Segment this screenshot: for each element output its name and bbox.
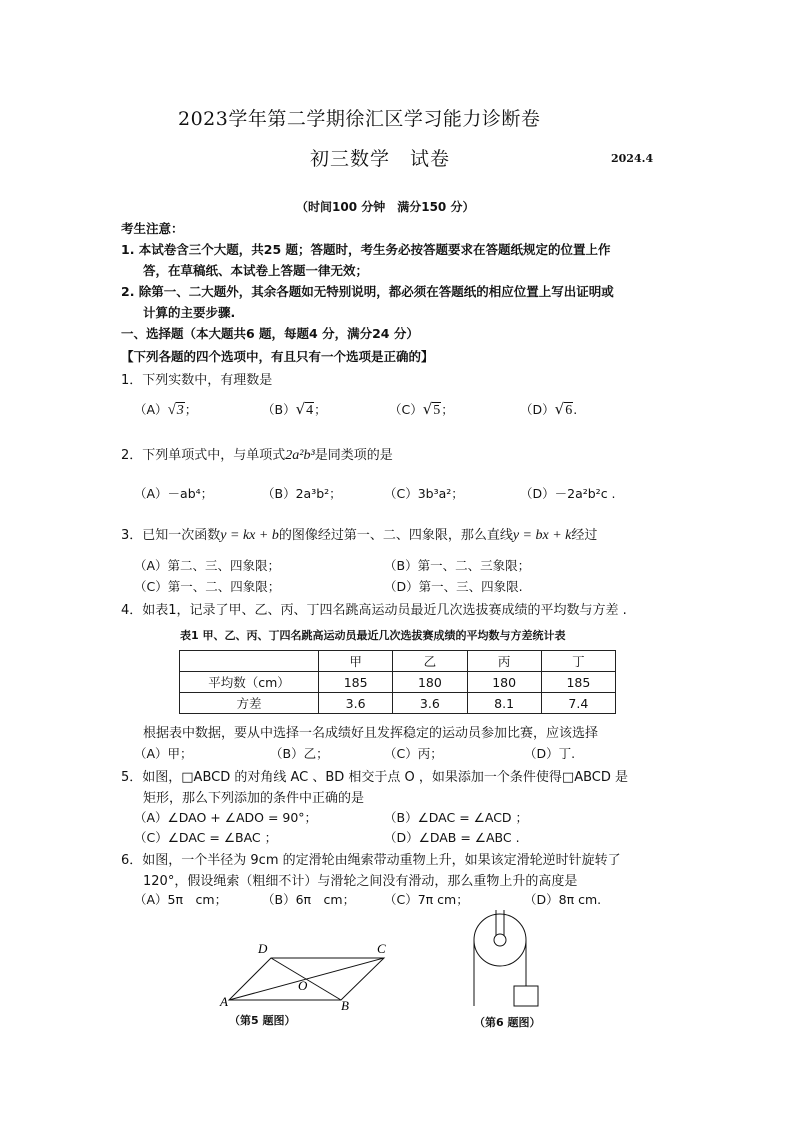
q6-option-a: （A）5π cm； [134, 892, 228, 907]
page-subtitle: 初三数学 试卷 [310, 148, 451, 170]
q5-option-b: （B）∠DAC = ∠ACD ； [384, 810, 529, 825]
section-1-instruction: 【下列各题的四个选项中，有且只有一个选项是正确的】 [121, 349, 434, 364]
q3-option-b: （B）第一、二、三象限； [384, 558, 531, 573]
pulley-axle [494, 934, 506, 946]
figure-5-parallelogram [214, 938, 400, 1014]
q1-option-b: （B）√4； [262, 400, 327, 418]
q4-option-a: （A）甲； [134, 746, 193, 761]
q3-option-c: （C）第一、二、四象限； [134, 579, 281, 594]
table-header-cell: 甲 [319, 651, 393, 672]
q4-follow: 根据表中数据，要从中选择一名成绩好且发挥稳定的运动员参加比赛，应该选择 [143, 726, 599, 741]
q3-option-a: （A）第二、三、四象限； [134, 558, 281, 573]
table-header-cell [180, 651, 319, 672]
table-cell: 方差 [180, 693, 319, 714]
q1-stem: 1．下列实数中，有理数是 [121, 373, 273, 388]
q2-option-d: （D）－2a²b²c . [520, 486, 616, 501]
vertex-label-d: D [258, 941, 268, 956]
q5-line-2: 矩形，那么下列添加的条件中正确的是 [143, 791, 365, 806]
figure-6-pulley [458, 908, 548, 1010]
table-row [180, 693, 616, 714]
pulley-wheel [474, 914, 526, 966]
time-info: （时间100 分钟 满分150 分） [296, 200, 475, 214]
q4-stem: 4．如表1，记录了甲、乙、丙、丁四名跳高运动员最近几次选拔赛成绩的平均数与方差 . [121, 603, 627, 618]
notice-item-1-line-2: 答，在草稿纸、本试卷上答题一律无效； [143, 263, 369, 278]
notice-item-2-line-1: 2. 除第一、二大题外，其余各题如无特别说明，都必须在答题纸的相应位置上写出证明或 [121, 284, 614, 299]
table-caption: 表1 甲、乙、丙、丁四名跳高运动员最近几次选拔赛成绩的平均数与方差统计表 [180, 629, 566, 642]
table-cell: 平均数（cm） [180, 672, 319, 693]
table-cell: 185 [319, 672, 393, 693]
page-title: 2023学年第二学期徐汇区学习能力诊断卷 [178, 108, 541, 130]
table-cell: 7.4 [541, 693, 615, 714]
q5-option-d: （D）∠DAB = ∠ABC . [384, 830, 520, 845]
vertex-label-c: C [377, 941, 386, 956]
figure-6-caption: （第6 题图） [474, 1016, 541, 1029]
q1-option-d: （D）√6. [520, 400, 578, 418]
table-cell: 3.6 [393, 693, 467, 714]
table-cell: 8.1 [467, 693, 541, 714]
table-header-cell: 丙 [467, 651, 541, 672]
vertex-label-a: A [220, 994, 228, 1009]
q2-option-a: （A）－ab⁴； [134, 486, 214, 501]
q1-option-a: （A）√3； [134, 402, 198, 418]
q3-option-d: （D）第一、三、四象限. [384, 579, 523, 594]
q4-option-b: （B）乙； [270, 746, 329, 761]
q2-option-b: （B）2a³b²； [262, 486, 342, 501]
table-header-row [180, 651, 616, 672]
q2-stem: 2．下列单项式中，与单项式2a²b³是同类项的是 [121, 448, 393, 463]
notice-heading: 考生注意： [121, 221, 184, 236]
vertex-label-o: O [298, 978, 308, 993]
table-cell: 180 [467, 672, 541, 693]
table-cell: 180 [393, 672, 467, 693]
q6-line-2: 120°，假设绳索（粗细不计）与滑轮之间没有滑动，那么重物上升的高度是 [143, 874, 578, 889]
q3-stem: 3．已知一次函数y = kx + b的图像经过第一、二、四象限，那么直线y = bx + k经过 [121, 528, 598, 543]
q4-option-d: （D）丁. [524, 746, 576, 761]
q2-option-c: （C）3b³a²； [384, 486, 464, 501]
q6-option-b: （B）6π cm； [262, 892, 356, 907]
exam-date: 2024.4 [611, 152, 654, 165]
table-cell: 185 [541, 672, 615, 693]
table-header-cell: 乙 [393, 651, 467, 672]
q5-option-a: （A）∠DAO + ∠ADO = 90°； [134, 810, 318, 825]
q6-option-c: （C）7π cm； [384, 892, 469, 907]
q6-line-1: 6．如图，一个半径为 9cm 的定滑轮由绳索带动重物上升，如果该定滑轮逆时针旋转了 [121, 853, 621, 868]
q5-option-c: （C）∠DAC = ∠BAC ； [134, 830, 278, 845]
q6-option-d: （D）8π cm. [524, 892, 602, 907]
section-1-heading: 一、选择题（本大题共6 题，每题4 分，满分24 分） [121, 326, 419, 341]
vertex-label-b: B [341, 998, 349, 1013]
q4-option-c: （C）丙； [384, 746, 443, 761]
table-row [180, 672, 616, 693]
scores-table [179, 650, 616, 714]
q5-line-1: 5．如图，□ABCD 的对角线 AC 、BD 相交于点 O ，如果添加一个条件使得□ABCD 是 [121, 770, 629, 785]
table-cell: 3.6 [319, 693, 393, 714]
weight-block [514, 986, 538, 1006]
notice-item-2-line-2: 计算的主要步骤. [143, 305, 236, 320]
table-header-cell: 丁 [541, 651, 615, 672]
figure-5-caption: （第5 题图） [229, 1014, 296, 1027]
q1-option-c: （C）√5； [389, 400, 454, 418]
notice-item-1-line-1: 1. 本试卷含三个大题，共25 题；答题时，考生务必按答题要求在答题纸规定的位置上作 [121, 242, 611, 257]
